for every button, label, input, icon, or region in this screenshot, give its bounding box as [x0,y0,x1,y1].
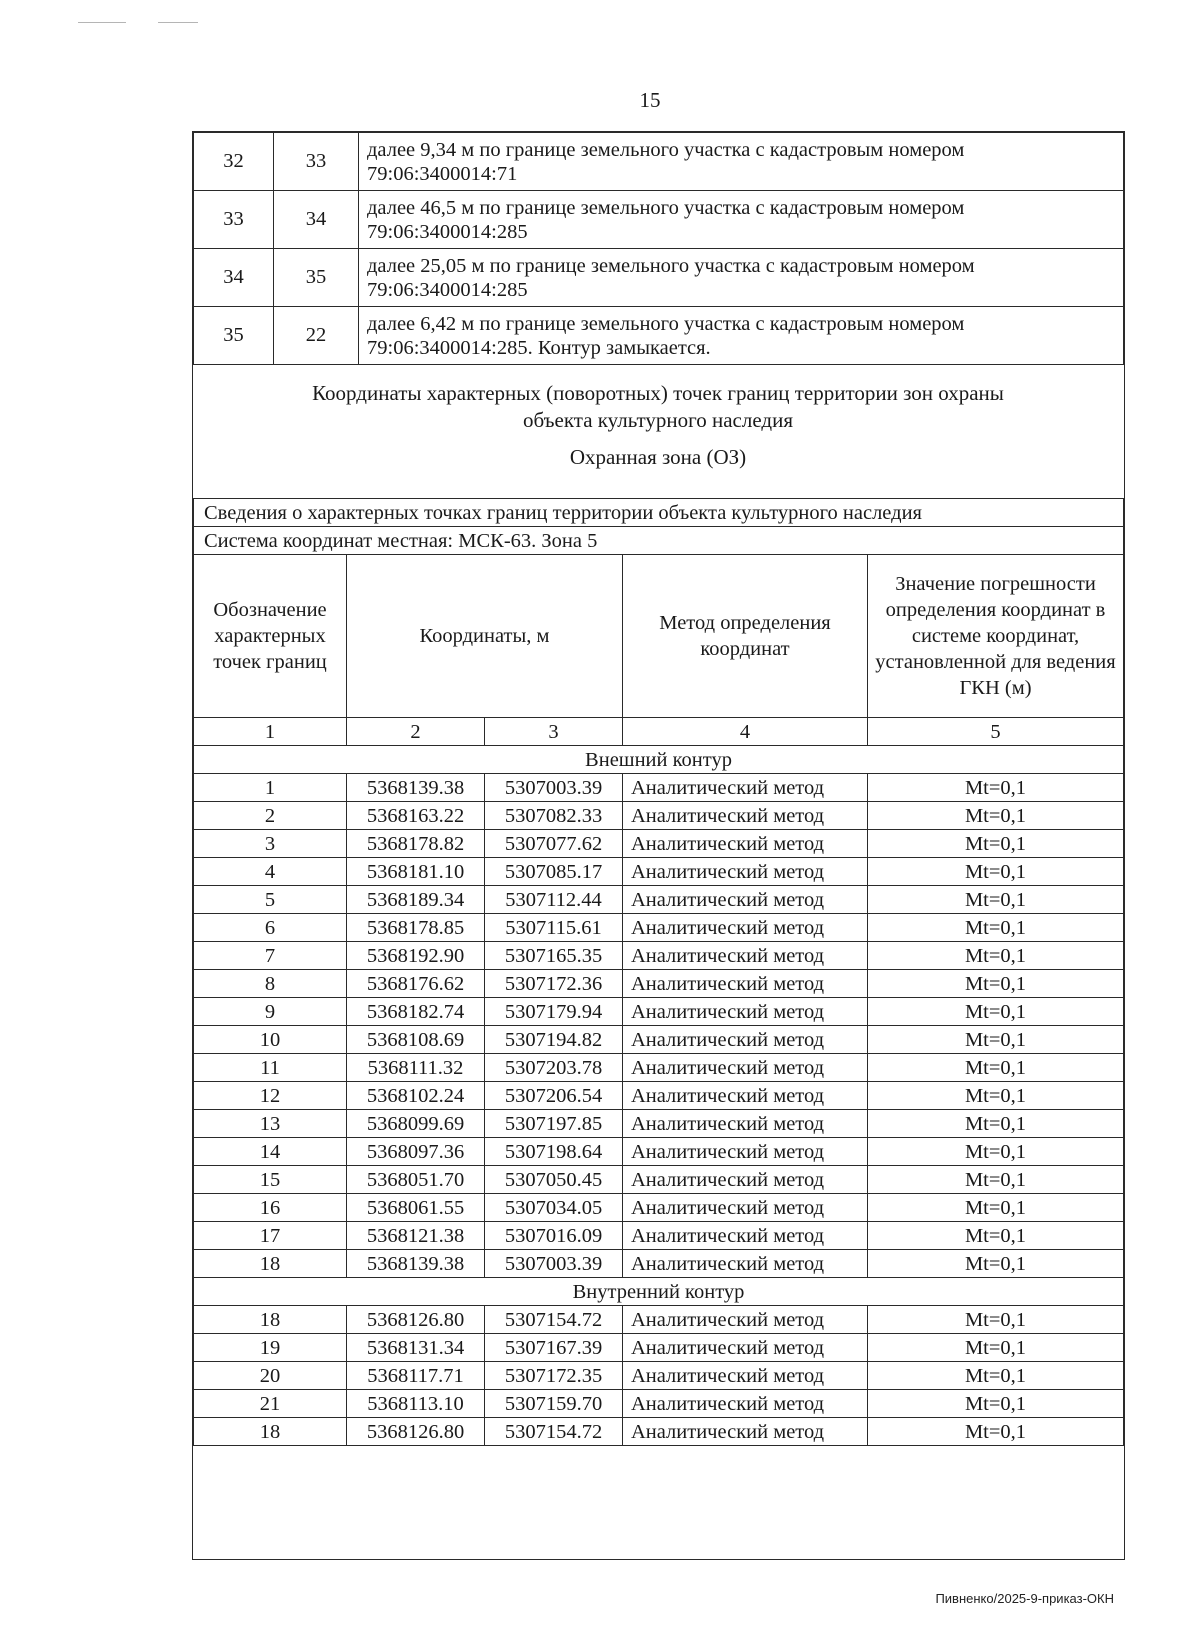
table-row [194,998,1124,1026]
segment-description-line-2: 79:06:3400014:285 [367,220,528,243]
coordinate-y: 5307194.82 [485,1026,623,1054]
coordinate-x: 5368139.38 [347,1250,485,1278]
from-point: 34 [194,249,274,307]
table-row [194,1306,1124,1334]
accuracy: Mt=0,1 [868,886,1124,914]
coordinate-y: 5307172.35 [485,1362,623,1390]
to-point: 22 [274,307,359,365]
header-point-designation: Обозначение характерных точек границ [194,555,347,718]
table-row [194,802,1124,830]
coordinate-x: 5368061.55 [347,1194,485,1222]
accuracy: Mt=0,1 [868,942,1124,970]
point-number: 18 [194,1418,347,1446]
segment-description-line-1: далее 6,42 м по границе земельного участка с кадастровым номером [367,312,965,335]
table-row [194,1138,1124,1166]
method: Аналитический метод [623,1082,868,1110]
coordinate-y: 5307003.39 [485,774,623,802]
point-number: 7 [194,942,347,970]
accuracy: Mt=0,1 [868,1306,1124,1334]
point-number: 17 [194,1222,347,1250]
segment-description [359,191,1124,249]
accuracy: Mt=0,1 [868,998,1124,1026]
point-number: 18 [194,1306,347,1334]
point-number: 4 [194,858,347,886]
method: Аналитический метод [623,1250,868,1278]
segment-description [359,307,1124,365]
coordinate-x: 5368181.10 [347,858,485,886]
accuracy: Mt=0,1 [868,1418,1124,1446]
column-number: 2 [347,718,485,746]
accuracy: Mt=0,1 [868,970,1124,998]
coordinate-x: 5368182.74 [347,998,485,1026]
coordinates-table [193,498,1124,1446]
column-number: 3 [485,718,623,746]
section-title-line-1: Координаты характерных (поворотных) точек границ территории зон охраны [312,381,1004,405]
method: Аналитический метод [623,1334,868,1362]
accuracy: Mt=0,1 [868,1334,1124,1362]
table-row [194,1110,1124,1138]
method: Аналитический метод [623,1194,868,1222]
coordinate-x: 5368108.69 [347,1026,485,1054]
header-accuracy: Значение погрешности определения координат в системе координат, установленной для ведения ГКН (м) [868,555,1124,718]
point-number: 18 [194,1250,347,1278]
coordinate-y: 5307206.54 [485,1082,623,1110]
point-number: 13 [194,1110,347,1138]
segment-description [359,133,1124,191]
coordinate-y: 5307167.39 [485,1334,623,1362]
coordinate-y: 5307198.64 [485,1138,623,1166]
section-title-line-2: объекта культурного наследия [523,408,793,432]
contour-label: Внешний контур [194,746,1124,774]
to-point: 34 [274,191,359,249]
method: Аналитический метод [623,1138,868,1166]
coordinate-x: 5368178.82 [347,830,485,858]
segment-description-line-1: далее 9,34 м по границе земельного участка с кадастровым номером [367,138,965,161]
coordinate-y: 5307077.62 [485,830,623,858]
accuracy: Mt=0,1 [868,1222,1124,1250]
column-number: 1 [194,718,347,746]
zone-title: Охранная зона (ОЗ) [569,445,747,469]
table-row [194,914,1124,942]
table-row [194,1082,1124,1110]
scan-artifact-line [78,22,126,23]
segment-description-line-1: далее 46,5 м по границе земельного участка с кадастровым номером [367,196,965,219]
section-title [193,380,1123,434]
method: Аналитический метод [623,1390,868,1418]
point-number: 1 [194,774,347,802]
coordinate-y: 5307003.39 [485,1250,623,1278]
header-coordinates: Координаты, м [347,555,623,718]
segment-description-line-2: 79:06:3400014:71 [367,162,518,185]
footer-reference: Пивненко/2025-9-приказ-ОКН [935,1591,1114,1606]
accuracy: Mt=0,1 [868,1110,1124,1138]
coordinate-x: 5368097.36 [347,1138,485,1166]
coordinate-y: 5307050.45 [485,1166,623,1194]
coordinate-y: 5307082.33 [485,802,623,830]
point-number: 16 [194,1194,347,1222]
to-point: 33 [274,133,359,191]
coordinate-x: 5368131.34 [347,1334,485,1362]
coordinate-x: 5368126.80 [347,1306,485,1334]
page-number: 15 [639,88,661,112]
coordinate-y: 5307034.05 [485,1194,623,1222]
method: Аналитический метод [623,1054,868,1082]
table-row [194,1054,1124,1082]
accuracy: Mt=0,1 [868,1250,1124,1278]
header-row [194,555,1124,718]
column-number: 4 [623,718,868,746]
coordinate-x: 5368111.32 [347,1054,485,1082]
info-row [194,499,1124,527]
coordinate-x: 5368099.69 [347,1110,485,1138]
document-frame [192,131,1125,1560]
coordinate-y: 5307172.36 [485,970,623,998]
coordinate-x: 5368126.80 [347,1418,485,1446]
coordinate-x: 5368176.62 [347,970,485,998]
coordinate-y: 5307115.61 [485,914,623,942]
table-row [194,1334,1124,1362]
info-row-text: Сведения о характерных точках границ территории объекта культурного наследия [194,499,1124,527]
table-row [194,1166,1124,1194]
table-row [194,1222,1124,1250]
from-point: 33 [194,191,274,249]
header-method: Метод определения координат [623,555,868,718]
segment-description-line-2: 79:06:3400014:285. Контур замыкается. [367,336,711,359]
coordinate-x: 5368189.34 [347,886,485,914]
coordinate-y: 5307165.35 [485,942,623,970]
table-row [194,858,1124,886]
coordinate-y: 5307085.17 [485,858,623,886]
boundary-row [194,191,1124,249]
point-number: 5 [194,886,347,914]
table-row [194,1362,1124,1390]
segment-description [359,249,1124,307]
coordinate-x: 5368178.85 [347,914,485,942]
point-number: 10 [194,1026,347,1054]
accuracy: Mt=0,1 [868,858,1124,886]
accuracy: Mt=0,1 [868,1166,1124,1194]
table-row [194,1418,1124,1446]
to-point: 35 [274,249,359,307]
coordinate-x: 5368051.70 [347,1166,485,1194]
accuracy: Mt=0,1 [868,1054,1124,1082]
method: Аналитический метод [623,774,868,802]
point-number: 20 [194,1362,347,1390]
point-number: 12 [194,1082,347,1110]
boundary-row [194,249,1124,307]
coordinate-y: 5307179.94 [485,998,623,1026]
coordinate-y: 5307197.85 [485,1110,623,1138]
method: Аналитический метод [623,1166,868,1194]
accuracy: Mt=0,1 [868,1390,1124,1418]
point-number: 9 [194,998,347,1026]
table-row [194,830,1124,858]
contour-label-row [194,746,1124,774]
point-number: 3 [194,830,347,858]
point-number: 15 [194,1166,347,1194]
method: Аналитический метод [623,858,868,886]
coordinate-x: 5368139.38 [347,774,485,802]
coordinate-y: 5307016.09 [485,1222,623,1250]
boundary-description-table [193,132,1124,365]
contour-label: Внутренний контур [194,1278,1124,1306]
table-row [194,886,1124,914]
system-row [194,527,1124,555]
point-number: 6 [194,914,347,942]
method: Аналитический метод [623,914,868,942]
point-number: 21 [194,1390,347,1418]
accuracy: Mt=0,1 [868,914,1124,942]
point-number: 11 [194,1054,347,1082]
coordinate-y: 5307154.72 [485,1306,623,1334]
boundary-row [194,307,1124,365]
table-row [194,1194,1124,1222]
coordinate-y: 5307112.44 [485,886,623,914]
accuracy: Mt=0,1 [868,774,1124,802]
column-number: 5 [868,718,1124,746]
method: Аналитический метод [623,1110,868,1138]
accuracy: Mt=0,1 [868,1082,1124,1110]
coordinate-y: 5307203.78 [485,1054,623,1082]
method: Аналитический метод [623,1222,868,1250]
accuracy: Mt=0,1 [868,1026,1124,1054]
coordinate-system-text: Система координат местная: МСК-63. Зона 5 [194,527,1124,555]
method: Аналитический метод [623,998,868,1026]
accuracy: Mt=0,1 [868,1138,1124,1166]
accuracy: Mt=0,1 [868,1362,1124,1390]
method: Аналитический метод [623,886,868,914]
method: Аналитический метод [623,970,868,998]
accuracy: Mt=0,1 [868,830,1124,858]
method: Аналитический метод [623,830,868,858]
coordinate-x: 5368102.24 [347,1082,485,1110]
table-row [194,942,1124,970]
scan-artifact-line [158,22,198,23]
accuracy: Mt=0,1 [868,802,1124,830]
coordinate-y: 5307159.70 [485,1390,623,1418]
coordinate-x: 5368117.71 [347,1362,485,1390]
segment-description-line-2: 79:06:3400014:285 [367,278,528,301]
coordinate-y: 5307154.72 [485,1418,623,1446]
table-row [194,1390,1124,1418]
coordinate-x: 5368163.22 [347,802,485,830]
method: Аналитический метод [623,1362,868,1390]
boundary-row [194,133,1124,191]
point-number: 19 [194,1334,347,1362]
method: Аналитический метод [623,1026,868,1054]
point-number: 14 [194,1138,347,1166]
column-number-row [194,718,1124,746]
table-row [194,774,1124,802]
method: Аналитический метод [623,1418,868,1446]
from-point: 32 [194,133,274,191]
table-row [194,1250,1124,1278]
segment-description-line-1: далее 25,05 м по границе земельного участка с кадастровым номером [367,254,975,277]
table-row [194,1026,1124,1054]
method: Аналитический метод [623,802,868,830]
from-point: 35 [194,307,274,365]
method: Аналитический метод [623,942,868,970]
point-number: 2 [194,802,347,830]
accuracy: Mt=0,1 [868,1194,1124,1222]
table-row [194,970,1124,998]
method: Аналитический метод [623,1306,868,1334]
coordinate-x: 5368113.10 [347,1390,485,1418]
coordinate-x: 5368121.38 [347,1222,485,1250]
point-number: 8 [194,970,347,998]
contour-label-row [194,1278,1124,1306]
coordinate-x: 5368192.90 [347,942,485,970]
